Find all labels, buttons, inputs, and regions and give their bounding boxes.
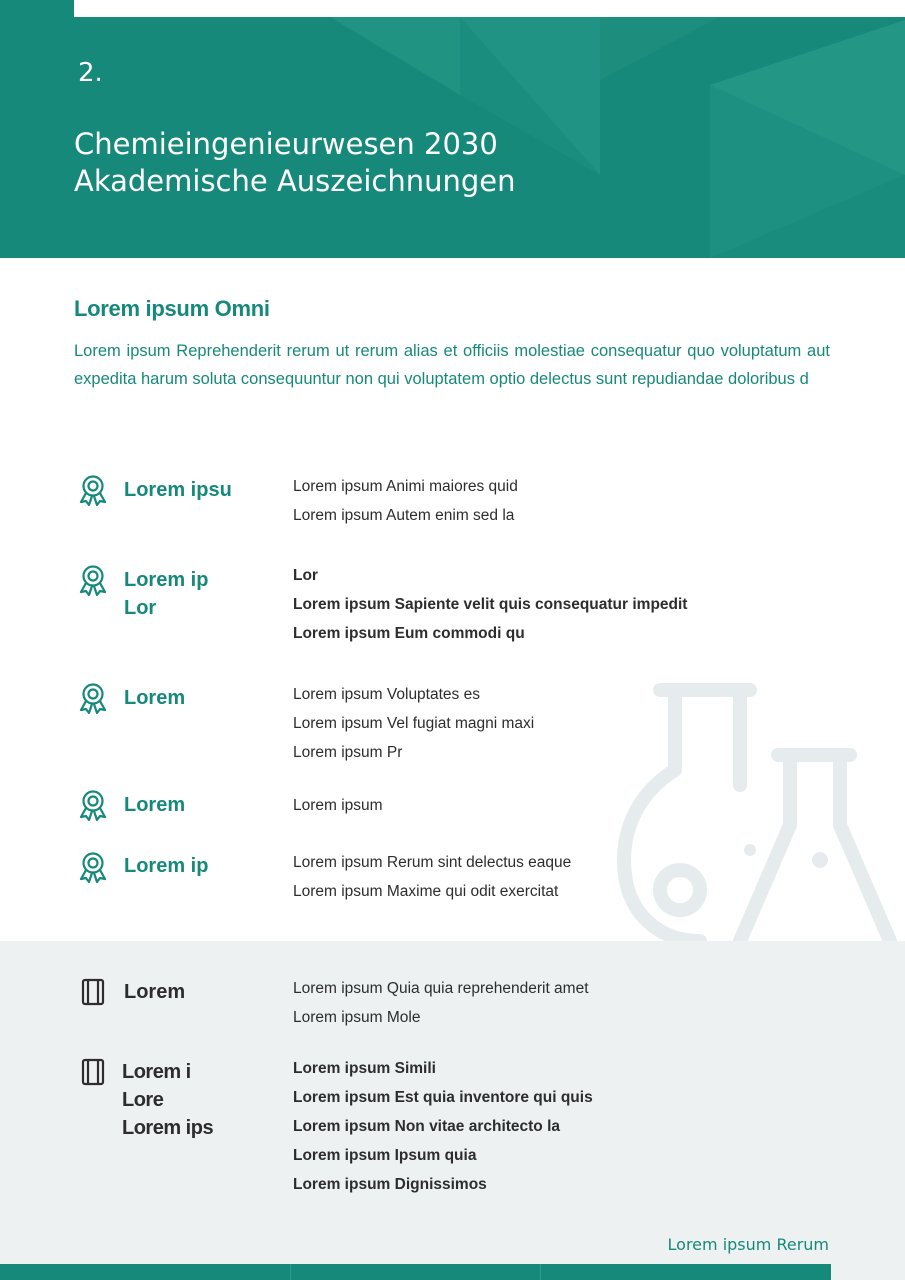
publication-items <box>293 1054 593 1199</box>
intro-text: Lorem ipsum Reprehenderit rerum ut rerum alias et officiis molestiae consequatur quo voluptatum aut expedita harum soluta consequuntur non qui voluptatem optio delectus sunt repudiandae doloribus d <box>74 342 830 388</box>
award-ribbon-icon <box>78 851 108 883</box>
list-item: Lorem ipsum <box>293 797 383 814</box>
page-title-line-1: Chemieingenieurwesen 2030 <box>74 127 498 161</box>
footer-bar-divider <box>540 1264 541 1280</box>
list-item: Lorem ipsum Voluptates es <box>293 686 480 703</box>
award-label: Lorem <box>124 794 186 816</box>
list-item: Lorem ipsum Dignissimos <box>293 1176 487 1193</box>
award-ribbon-icon <box>78 789 108 821</box>
footer-bar <box>0 1264 831 1280</box>
award-items <box>293 472 518 530</box>
list-item: Lorem ipsum Vel fugiat magni maxi <box>293 715 535 732</box>
award-label: Lorem ipsu <box>124 479 232 501</box>
award-items <box>293 791 383 820</box>
award-label: Lorem ip <box>124 855 209 877</box>
list-item: Lorem ipsum Autem enim sed la <box>293 507 515 524</box>
list-item: Lorem ipsum Pr <box>293 744 403 761</box>
page-title <box>74 126 516 200</box>
award-label: Lorem ip Lor <box>124 569 209 619</box>
award-label: Lorem <box>124 687 186 709</box>
publication-label: Lorem i Lore Lorem ips <box>122 1061 214 1139</box>
header-top-strip <box>74 0 905 17</box>
list-item: Lorem ipsum Mole <box>293 1009 421 1026</box>
award-items <box>293 680 534 767</box>
list-item: Lorem ipsum Sapiente velit quis consequatur impedit <box>293 596 688 613</box>
publication-items <box>293 974 589 1032</box>
footer-bar-divider <box>290 1264 291 1280</box>
book-icon <box>80 1056 106 1088</box>
list-item: Lorem ipsum Ipsum quia <box>293 1147 477 1164</box>
list-item: Lorem ipsum Est quia inventore qui quis <box>293 1089 593 1106</box>
chapter-number: 2. <box>78 58 103 88</box>
list-item: Lor <box>293 567 318 584</box>
award-ribbon-icon <box>78 564 108 596</box>
book-icon <box>80 976 106 1008</box>
footer-text: Lorem ipsum Rerum <box>667 1235 829 1254</box>
award-items <box>293 848 571 906</box>
list-item: Lorem ipsum Rerum sint delectus eaque <box>293 854 572 871</box>
page-title-line-2: Akademische Auszeichnungen <box>74 164 516 198</box>
publication-label: Lorem <box>124 981 186 1003</box>
award-ribbon-icon <box>78 682 108 714</box>
list-item: Lorem ipsum Animi maiores quid <box>293 478 518 495</box>
award-items <box>293 561 687 648</box>
list-item: Lorem ipsum Simili <box>293 1060 436 1077</box>
list-item: Lorem ipsum Quia quia reprehenderit amet <box>293 980 589 997</box>
header-banner <box>0 0 905 258</box>
intro-heading: Lorem ipsum Omni <box>74 296 270 321</box>
list-item: Lorem ipsum Eum commodi qu <box>293 625 525 642</box>
flask-icon <box>600 675 905 941</box>
list-item: Lorem ipsum Non vitae architecto la <box>293 1118 561 1135</box>
award-ribbon-icon <box>78 474 108 506</box>
list-item: Lorem ipsum Maxime qui odit exercitat <box>293 883 559 900</box>
